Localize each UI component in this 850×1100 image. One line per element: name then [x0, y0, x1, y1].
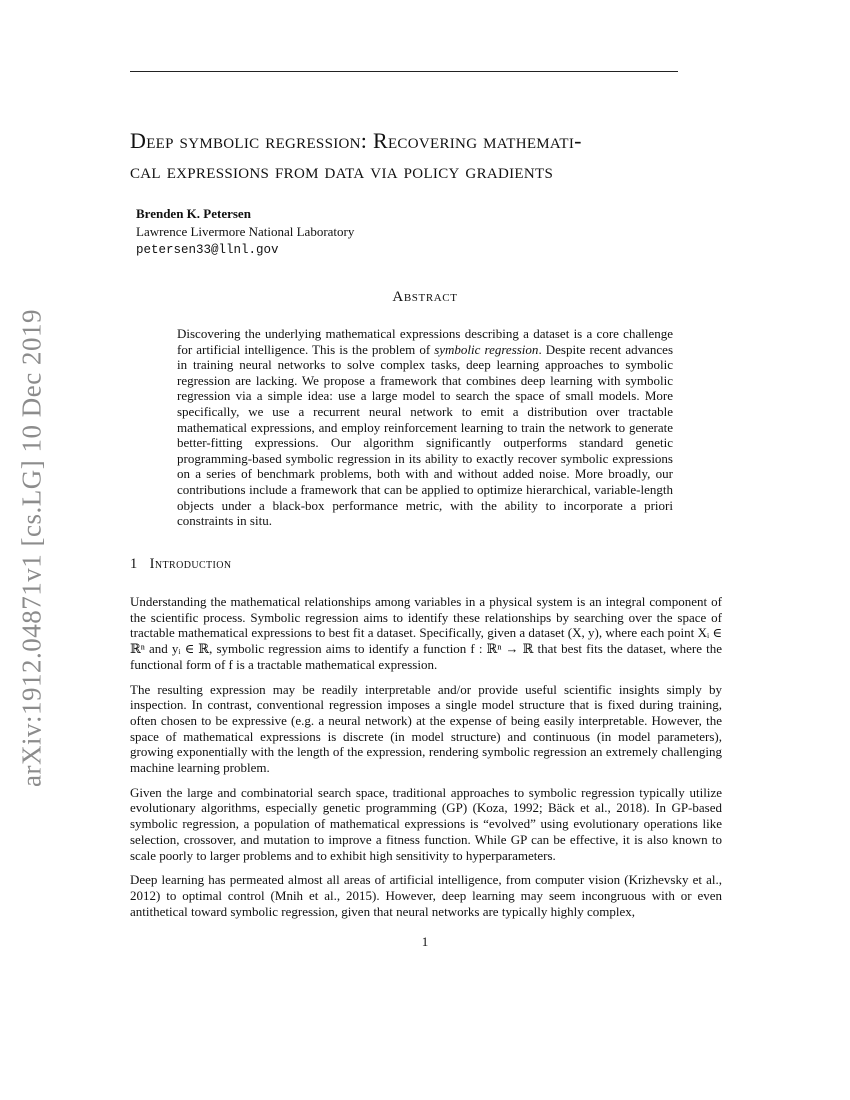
author-email: petersen33@llnl.gov	[136, 243, 279, 257]
section-title: Introduction	[149, 556, 232, 572]
author-block	[136, 205, 354, 259]
paper-title-line-1: Deep symbolic regression: Recovering mathemati-	[130, 128, 582, 153]
abstract-text	[177, 326, 673, 529]
abstract-emphasis: symbolic regression	[434, 341, 539, 357]
abstract-text-part-1: Discovering the underlying mathematical expressions describing a dataset is a core challenge for artificial intelligence. This is the problem of	[177, 326, 673, 357]
paper-title	[130, 126, 740, 186]
intro-paragraph-1: Understanding the mathematical relationships among variables in a physical system is an integral component of the scientific process. Symbolic regression aims to identify these relationships by searching over the space of tractable mathematical expressions to best fit a dataset. Specifically, given a dataset (X, y), where each point Xᵢ ∈ ℝⁿ and yᵢ ∈ ℝ, symbolic regression aims to identify a function f : ℝⁿ → ℝ that best fits the dataset, where the functional form of f is a tractable mathematical expression.	[130, 594, 722, 672]
author-affiliation: Lawrence Livermore National Laboratory	[136, 224, 355, 239]
top-rule	[130, 71, 678, 72]
author-name: Brenden K. Petersen	[136, 206, 251, 221]
paper-title-line-2: cal expressions from data via policy gradients	[130, 158, 554, 183]
section-number: 1	[130, 556, 138, 572]
page-number: 1	[421, 934, 429, 949]
intro-paragraph-4: Deep learning has permeated almost all areas of artificial intelligence, from computer vision (Krizhevsky et al., 2012) to optimal control (Mnih et al., 2015). However, deep learning may seem incongruous with or even antithetical toward symbolic regression, given that neural networks are typically highly complex,	[130, 872, 722, 919]
body-column	[130, 594, 722, 928]
abstract-text-part-2: . Despite recent advances in training neural networks to solve complex tasks, deep learning approaches to symbolic regression are lacking. We propose a framework that combines deep learning with symbolic regression via a simple idea: use a large model to search the space of small models. More specifically, we use a recurrent neural network to emit a distribution over tractable mathematical expressions, and employ reinforcement learning to train the network to generate better-fitting expressions. Our algorithm significantly outperforms standard genetic programming-based symbolic regression in its ability to exactly recover symbolic expressions on a series of benchmark problems, both with and without added noise. More broadly, our contributions include a framework that can be applied to optimize hierarchical, variable-length objects under a black-box performance metric, with the ability to incorporate a priori constraints in situ.	[177, 341, 673, 529]
abstract-heading: Abstract	[392, 289, 458, 305]
intro-paragraph-2: The resulting expression may be readily interpretable and/or provide useful scientific insights simply by inspection. In contrast, conventional regression imposes a single model structure that is fixed during training, often chosen to be expressive (e.g. a neural network) at the expense of being easily interpretable. However, the space of mathematical expressions is discrete (in model structure) and continuous (in model parameters), growing exponentially with the length of the expression, rendering symbolic regression an extremely challenging machine learning problem.	[130, 681, 722, 776]
arxiv-stamp: arXiv:1912.04871v1 [cs.LG] 10 Dec 2019	[16, 309, 47, 787]
intro-paragraph-3: Given the large and combinatorial search space, traditional approaches to symbolic regression typically utilize evolutionary algorithms, especially genetic programming (GP) (Koza, 1992; Bäck et al., 2018). In GP-based symbolic regression, a population of mathematical expressions is “evolved” using evolutionary operations like selection, crossover, and mutation to improve a fitness function. While GP can be effective, it is also known to scale poorly to larger problems and to exhibit high sensitivity to hyperparameters.	[130, 784, 722, 863]
section-heading-introduction	[130, 556, 232, 573]
